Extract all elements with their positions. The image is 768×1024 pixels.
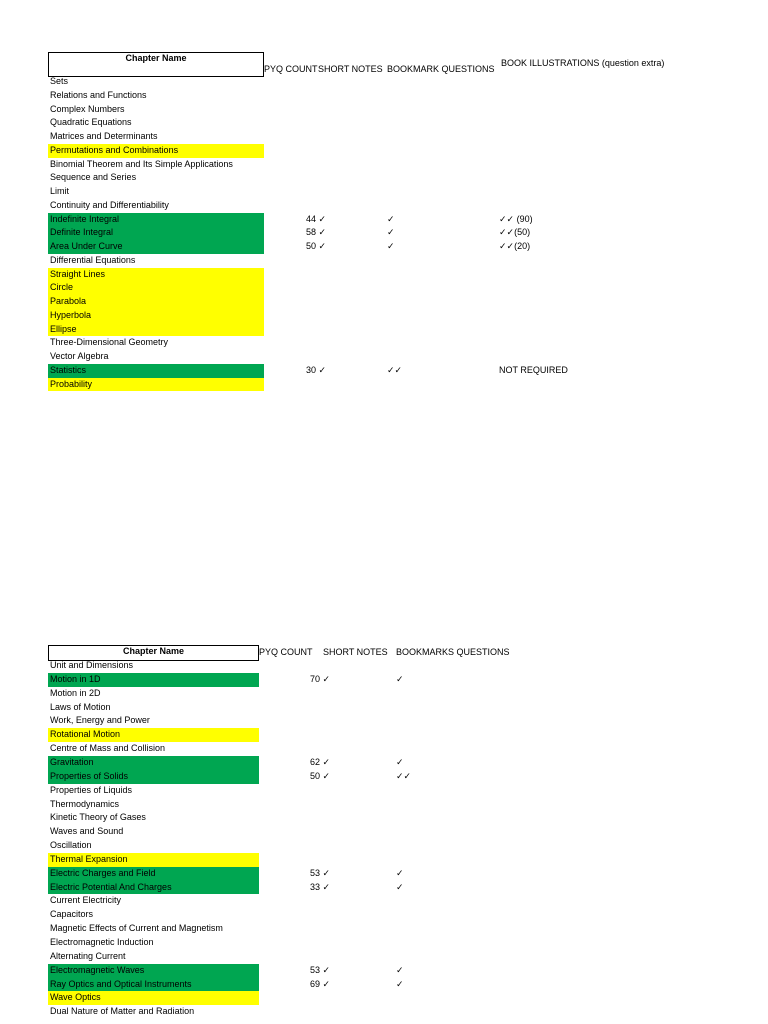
chapter-name-cell: Limit: [50, 186, 70, 196]
chapter-name-cell: Wave Optics: [48, 991, 259, 1005]
pyq-count-cell: 58 ✓: [306, 227, 327, 238]
bookmark-cell: ✓: [396, 673, 404, 684]
chapter-name-cell: Straight Lines: [48, 268, 264, 282]
chapter-name-cell: Sets: [50, 76, 69, 86]
chapter-name-cell: Unit and Dimensions: [50, 660, 134, 670]
chapter-name-cell: Ray Optics and Optical Instruments: [48, 978, 259, 992]
table1-chapter-header: Chapter Name: [48, 52, 264, 77]
table1-pyq-header: PYQ COUNT: [264, 64, 318, 74]
chapter-name-cell: Dual Nature of Matter and Radiation: [50, 1006, 195, 1017]
bookmark-cell: ✓✓: [387, 364, 403, 375]
chapter-name-cell: Binomial Theorem and Its Simple Applications: [50, 158, 233, 169]
chapter-name-cell: Alternating Current: [50, 950, 126, 961]
chapter-name-cell: Properties of Liquids: [50, 784, 133, 795]
chapter-name-cell: Vector Algebra: [50, 351, 109, 361]
chapter-name-cell: Gravitation: [48, 756, 259, 770]
chapter-name-cell: Sequence and Series: [50, 172, 137, 183]
illustrations-cell: NOT REQUIRED: [499, 364, 568, 375]
chapter-name-cell: Magnetic Effects of Current and Magnetism: [50, 923, 223, 934]
bookmark-cell: ✓: [396, 964, 404, 975]
chapter-name-cell: Area Under Curve: [48, 240, 264, 254]
pyq-count-cell: 70 ✓: [310, 673, 331, 684]
pyq-count-cell: 30 ✓: [306, 364, 327, 375]
chapter-name-cell: Statistics: [48, 364, 264, 378]
pyq-count-cell: 53 ✓: [310, 964, 331, 975]
pyq-count-cell: 50 ✓: [306, 241, 327, 251]
chapter-name-cell: Current Electricity: [50, 895, 122, 906]
chapter-name-cell: Thermal Expansion: [48, 853, 259, 867]
chapter-name-cell: Probability: [48, 378, 264, 392]
chapter-name-cell: Capacitors: [50, 909, 94, 920]
chapter-name-cell: Hyperbola: [48, 309, 264, 323]
chapter-name-cell: Definite Integral: [48, 226, 264, 240]
table2-pyq-header: PYQ COUNT: [259, 647, 313, 657]
chapter-name-cell: Matrices and Determinants: [50, 131, 158, 141]
chapter-name-cell: Kinetic Theory of Gases: [50, 812, 146, 823]
bookmark-cell: ✓: [396, 881, 404, 892]
chapter-name-cell: Parabola: [48, 295, 264, 309]
chapter-name-cell: Electromagnetic Waves: [48, 964, 259, 978]
bookmark-cell: ✓: [396, 978, 404, 989]
table1-bookmark-header: BOOKMARK QUESTIONS: [387, 64, 495, 74]
chapter-name-cell: Three-Dimensional Geometry: [50, 337, 169, 348]
pyq-count-cell: 62 ✓: [310, 756, 331, 767]
chapter-name-cell: Centre of Mass and Collision: [50, 743, 166, 754]
pyq-count-cell: 33 ✓: [310, 881, 331, 892]
pyq-count-cell: 69 ✓: [310, 978, 331, 989]
chapter-name-cell: Quadratic Equations: [50, 117, 132, 128]
table2-chapter-header: Chapter Name: [48, 645, 259, 661]
illustrations-cell: ✓✓ (90): [499, 213, 533, 224]
illustrations-cell: ✓✓(20): [499, 241, 531, 251]
bookmark-cell: ✓: [396, 867, 404, 878]
chapter-name-cell: Laws of Motion: [50, 701, 111, 712]
table2-bookmark-header: BOOKMARKS QUESTIONS: [396, 647, 510, 657]
table1-illustrations-header: BOOK ILLUSTRATIONS (question extra): [501, 58, 665, 68]
chapter-name-cell: Waves and Sound: [50, 826, 124, 837]
bookmark-cell: ✓: [396, 756, 404, 767]
chapter-name-cell: Motion in 2D: [50, 687, 101, 698]
bookmark-cell: ✓: [387, 241, 395, 251]
chapter-name-cell: Differential Equations: [50, 254, 136, 265]
chapter-name-cell: Indefinite Integral: [48, 213, 264, 227]
illustrations-cell: ✓✓(50): [499, 227, 531, 238]
chapter-name-cell: Thermodynamics: [50, 798, 120, 809]
chapter-name-cell: Permutations and Combinations: [48, 144, 264, 158]
pyq-count-cell: 50 ✓: [310, 770, 331, 781]
chapter-name-cell: Circle: [48, 281, 264, 295]
chapter-name-cell: Properties of Solids: [48, 770, 259, 784]
chapter-name-cell: Continuity and Differentiability: [50, 199, 169, 210]
chapter-name-cell: Work, Energy and Power: [50, 715, 150, 726]
pyq-count-cell: 44 ✓: [306, 213, 327, 224]
bookmark-cell: ✓: [387, 227, 395, 238]
pyq-count-cell: 53 ✓: [310, 867, 331, 878]
chapter-name-cell: Motion in 1D: [48, 673, 259, 687]
bookmark-cell: ✓✓: [396, 770, 412, 781]
chapter-name-cell: Oscillation: [50, 840, 92, 851]
chapter-name-cell: Ellipse: [48, 323, 264, 337]
chapter-name-cell: Complex Numbers: [50, 103, 125, 114]
chapter-name-cell: Electric Potential And Charges: [48, 881, 259, 895]
chapter-name-cell: Rotational Motion: [48, 728, 259, 742]
table2-notes-header: SHORT NOTES: [323, 647, 388, 657]
table1-notes-header: SHORT NOTES: [318, 64, 383, 74]
chapter-name-cell: Electric Charges and Field: [48, 867, 259, 881]
chapter-name-cell: Relations and Functions: [50, 89, 147, 100]
chapter-name-cell: Electromagnetic Induction: [50, 937, 154, 947]
bookmark-cell: ✓: [387, 213, 395, 224]
